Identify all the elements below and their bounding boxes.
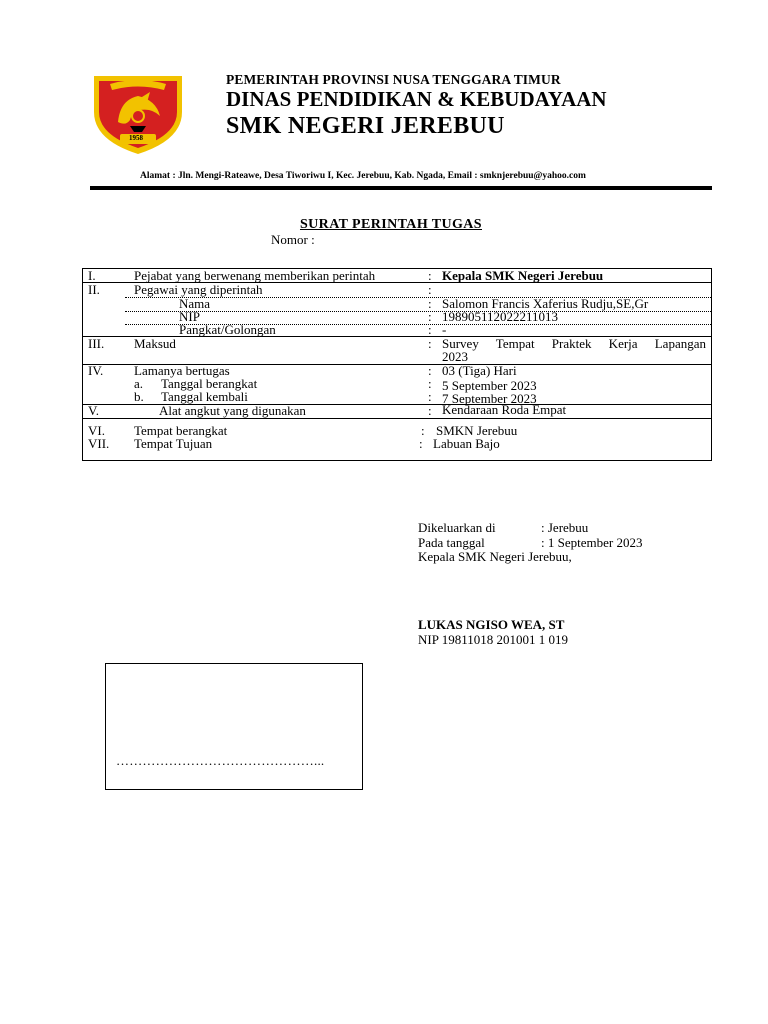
rank-value: - xyxy=(442,322,447,337)
colon: : xyxy=(428,403,432,418)
colon: : xyxy=(428,376,432,391)
duration-value: 03 (Tiga) Hari xyxy=(442,363,517,378)
colon: : xyxy=(421,423,425,438)
colon: : xyxy=(428,363,432,378)
signatory-nip: NIP 19811018 201001 1 019 xyxy=(418,632,568,647)
school-address: Alamat : Jln. Mengi-Rateawe, Desa Tiworiwu I, Kec. Jerebuu, Kab. Ngada, Email : smknjerebuu@yahoo.com xyxy=(140,171,586,181)
row-number: VI. xyxy=(88,423,105,438)
letter-title: SURAT PERINTAH TUGAS xyxy=(299,217,482,232)
colon: : xyxy=(428,309,432,324)
departure-value: 5 September 2023 xyxy=(442,378,537,393)
colon: : xyxy=(419,436,423,451)
name-value: Salomon Francis Xaferius Rudju,SE,Gr xyxy=(442,296,649,311)
government-heading: PEMERINTAH PROVINSI NUSA TENGGARA TIMUR xyxy=(226,72,561,87)
purpose-label: Maksud xyxy=(134,336,176,351)
return-letter: b. xyxy=(134,389,144,404)
row-number: IV. xyxy=(88,363,104,378)
issued-place-value: : Jerebuu xyxy=(541,520,589,535)
row-number: I. xyxy=(88,268,96,283)
origin-label: Tempat berangkat xyxy=(134,423,228,438)
signatory-name: LUKAS NGISO WEA, ST xyxy=(418,617,565,632)
row-number: II. xyxy=(88,282,100,297)
return-label: Tanggal kembali xyxy=(161,389,248,404)
row-number: V. xyxy=(88,403,99,418)
colon: : xyxy=(428,268,432,283)
purpose-value-line1: Survey Tempat Praktek Kerja Lapangan xyxy=(442,336,706,351)
row-number: III. xyxy=(88,336,105,351)
return-value: 7 September 2023 xyxy=(442,391,537,406)
issued-place-label: Dikeluarkan di xyxy=(418,520,496,535)
dotted-divider xyxy=(125,311,711,312)
assignment-table xyxy=(82,268,712,461)
name-label: Nama xyxy=(179,296,211,311)
ntt-provincial-crest-icon xyxy=(90,72,186,156)
stamp-signature-line: ………………………………………... xyxy=(116,753,325,768)
destination-label: Tempat Tujuan xyxy=(134,436,213,451)
transport-value: Kendaraan Roda Empat xyxy=(442,402,567,417)
department-heading: DINAS PENDIDIKAN & KEBUDAYAAN xyxy=(226,87,607,111)
colon: : xyxy=(428,282,432,297)
nip-value: 198905112022211013 xyxy=(442,309,559,324)
issued-date-value: : 1 September 2023 xyxy=(541,535,643,550)
colon: : xyxy=(428,322,432,337)
colon: : xyxy=(428,336,432,351)
letter-number-label: Nomor : xyxy=(271,232,315,247)
signatory-position: Kepala SMK Negeri Jerebuu, xyxy=(418,549,572,564)
rank-label: Pangkat/Golongan xyxy=(179,322,276,337)
authority-label: Pejabat yang berwenang memberikan perintah xyxy=(134,268,376,283)
employee-label: Pegawai yang diperintah xyxy=(134,282,263,297)
stamp-box xyxy=(105,663,363,790)
nip-label: NIP xyxy=(179,309,200,324)
row-number: VII. xyxy=(88,436,110,451)
school-heading: SMK NEGERI JEREBUU xyxy=(226,113,505,139)
departure-label: Tanggal berangkat xyxy=(161,376,258,391)
origin-value: SMKN Jerebuu xyxy=(436,423,518,438)
colon: : xyxy=(428,389,432,404)
duration-label: Lamanya bertugas xyxy=(134,363,230,378)
transport-label: Alat angkut yang digunakan xyxy=(159,403,306,418)
destination-value: Labuan Bajo xyxy=(433,436,500,451)
crest-year: 1958 xyxy=(129,134,143,142)
colon: : xyxy=(428,296,432,311)
purpose-value-line2: 2023 xyxy=(442,349,468,364)
authority-value: Kepala SMK Negeri Jerebuu xyxy=(442,268,604,283)
table-divider xyxy=(83,418,711,419)
header-divider xyxy=(90,186,712,190)
departure-letter: a. xyxy=(134,376,144,391)
issued-date-label: Pada tanggal xyxy=(418,535,485,550)
